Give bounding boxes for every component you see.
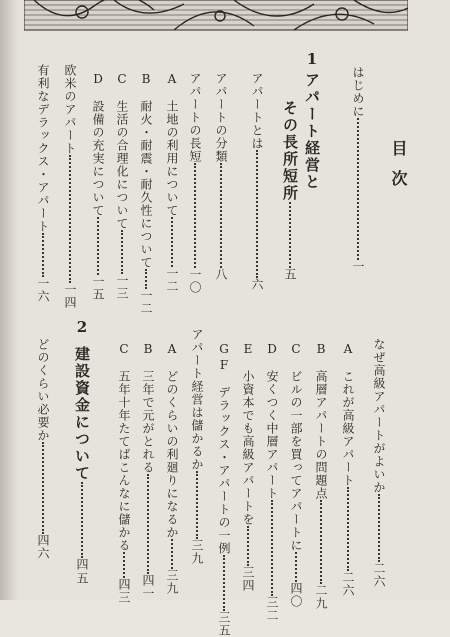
entry-page: 二六: [372, 562, 386, 588]
chapter-1-number: 1: [303, 50, 321, 70]
leader-dots: [97, 217, 99, 275]
toc-entry: [289, 342, 303, 608]
toc-entry: [190, 328, 204, 565]
toc-entry: [36, 338, 50, 560]
leader-dots: [378, 494, 380, 562]
entry-page: 三九: [165, 569, 179, 595]
entry-page: 一二: [139, 289, 153, 315]
toc-entry: [165, 72, 179, 293]
toc-entry-intro: [351, 66, 365, 273]
toc-entry: [217, 358, 231, 637]
entry-page: 一五: [91, 275, 105, 301]
leader-dots: [42, 442, 44, 534]
leader-dots: [147, 474, 149, 574]
toc-entry: [141, 342, 155, 600]
entry-label: どのくらい必要か: [36, 338, 50, 442]
chapter-2-number: 2: [73, 318, 91, 338]
chapter-title-text: 建設資金について: [73, 346, 91, 482]
entry-page: 四一: [141, 574, 155, 600]
toc-entry: [314, 342, 328, 610]
leader-dots: [171, 217, 173, 267]
entry-label: アパートの長短: [188, 72, 202, 163]
entry-page: 二六: [341, 571, 355, 597]
entry-label: D 設備の充実について: [91, 72, 105, 217]
leader-dots: [295, 552, 297, 582]
entry-page: 一四: [63, 283, 77, 309]
leader-dots: [220, 163, 222, 268]
chapter-2-title: [75, 346, 89, 586]
entry-label: C ビルの一部を買ってアパートに: [289, 342, 303, 552]
entry-page: 六: [250, 278, 264, 291]
entry-label: C 生活の合理化について: [115, 72, 129, 230]
leader-dots: [247, 526, 249, 566]
leader-dots: [42, 233, 44, 277]
leader-dots: [196, 471, 198, 539]
chapter-page: 五: [283, 268, 297, 282]
entry-label: F デラックス・アパートの一例: [217, 358, 231, 555]
entry-label: アパートの分類: [214, 72, 228, 163]
toc-title: 目次: [389, 140, 408, 200]
entry-page: 四三: [117, 578, 131, 604]
toc-entry: [91, 72, 105, 301]
entry-label: なぜ高級アパートがよいか: [372, 338, 386, 494]
entry-label: B 耐火・耐震・耐久性について: [139, 72, 153, 269]
entry-label: E 小資本でも高級アパートを: [241, 342, 255, 526]
entry-label: アパートとは: [250, 72, 264, 150]
entry-page: 四六: [36, 534, 50, 560]
toc-entry: [188, 72, 202, 294]
entry-label: B 高層アパートの問題点: [314, 342, 328, 500]
entry-page: 二九: [314, 584, 328, 610]
toc-entry: [217, 342, 231, 357]
leader-dots: [69, 155, 71, 283]
entry-label: A どのくらいの利廻りになるか: [165, 342, 179, 539]
toc-entry: [117, 342, 131, 604]
leader-dots: [123, 552, 125, 578]
entry-label: A これが高級アパート: [341, 342, 355, 487]
entry-label: B 三年で元がとれる: [141, 342, 155, 474]
toc-entry: [115, 72, 129, 300]
entry-page: 四〇: [289, 582, 303, 608]
entry-label: 欧米のアパート: [63, 64, 77, 155]
entry-label: D 安くつく中層アパート: [265, 342, 279, 500]
leader-dots: [121, 230, 123, 274]
entry-page: 一六: [36, 277, 50, 303]
chapter-page: 四五: [75, 558, 89, 586]
toc-entry: [214, 72, 228, 281]
leader-dots: [357, 118, 359, 260]
binding-shadow: [0, 0, 18, 600]
entry-page: 三五: [217, 611, 231, 637]
leader-dots: [347, 487, 349, 571]
toc-entry: [250, 72, 264, 291]
chapter-1-title-a: アパート経営と: [303, 72, 321, 191]
entry-page: 一: [351, 260, 365, 273]
entry-label: A 土地の利用について: [165, 72, 179, 217]
leader-dots: [81, 482, 83, 558]
leader-dots: [223, 555, 225, 611]
entry-page: 三四: [241, 566, 255, 592]
toc-entry: [139, 72, 153, 315]
entry-page: 一〇: [188, 268, 202, 294]
entry-label: 有利なデラックス・アパート: [36, 64, 50, 233]
entry-label: C 五年十年たてばこんなに儲かる: [117, 342, 131, 552]
leader-dots: [256, 150, 258, 278]
entry-label: アパート経営は儲かるか: [190, 328, 204, 471]
toc-entry: [241, 342, 255, 592]
toc-entry: [372, 338, 386, 588]
chapter-1-title-b: [283, 100, 297, 282]
entry-page: 三二: [265, 596, 279, 622]
leader-dots: [271, 500, 273, 596]
leader-dots: [145, 269, 147, 289]
toc-entry: [63, 64, 77, 309]
entry-label: G: [217, 342, 231, 357]
toc-entry: [165, 342, 179, 595]
entry-page: 三九: [190, 539, 204, 565]
leader-dots: [194, 163, 196, 268]
toc-entry: [265, 342, 279, 622]
chapter-title-text: その長所短所: [281, 100, 299, 202]
leader-dots: [289, 202, 291, 268]
entry-page: 一三: [115, 274, 129, 300]
entry-page: 一二: [165, 267, 179, 293]
toc-entry: [36, 64, 50, 303]
leader-dots: [171, 539, 173, 569]
entry-label: はじめに: [351, 66, 365, 118]
decorative-banner: [24, 0, 408, 32]
leader-dots: [320, 500, 322, 584]
toc-entry: [341, 342, 355, 597]
entry-page: 八: [214, 268, 228, 281]
